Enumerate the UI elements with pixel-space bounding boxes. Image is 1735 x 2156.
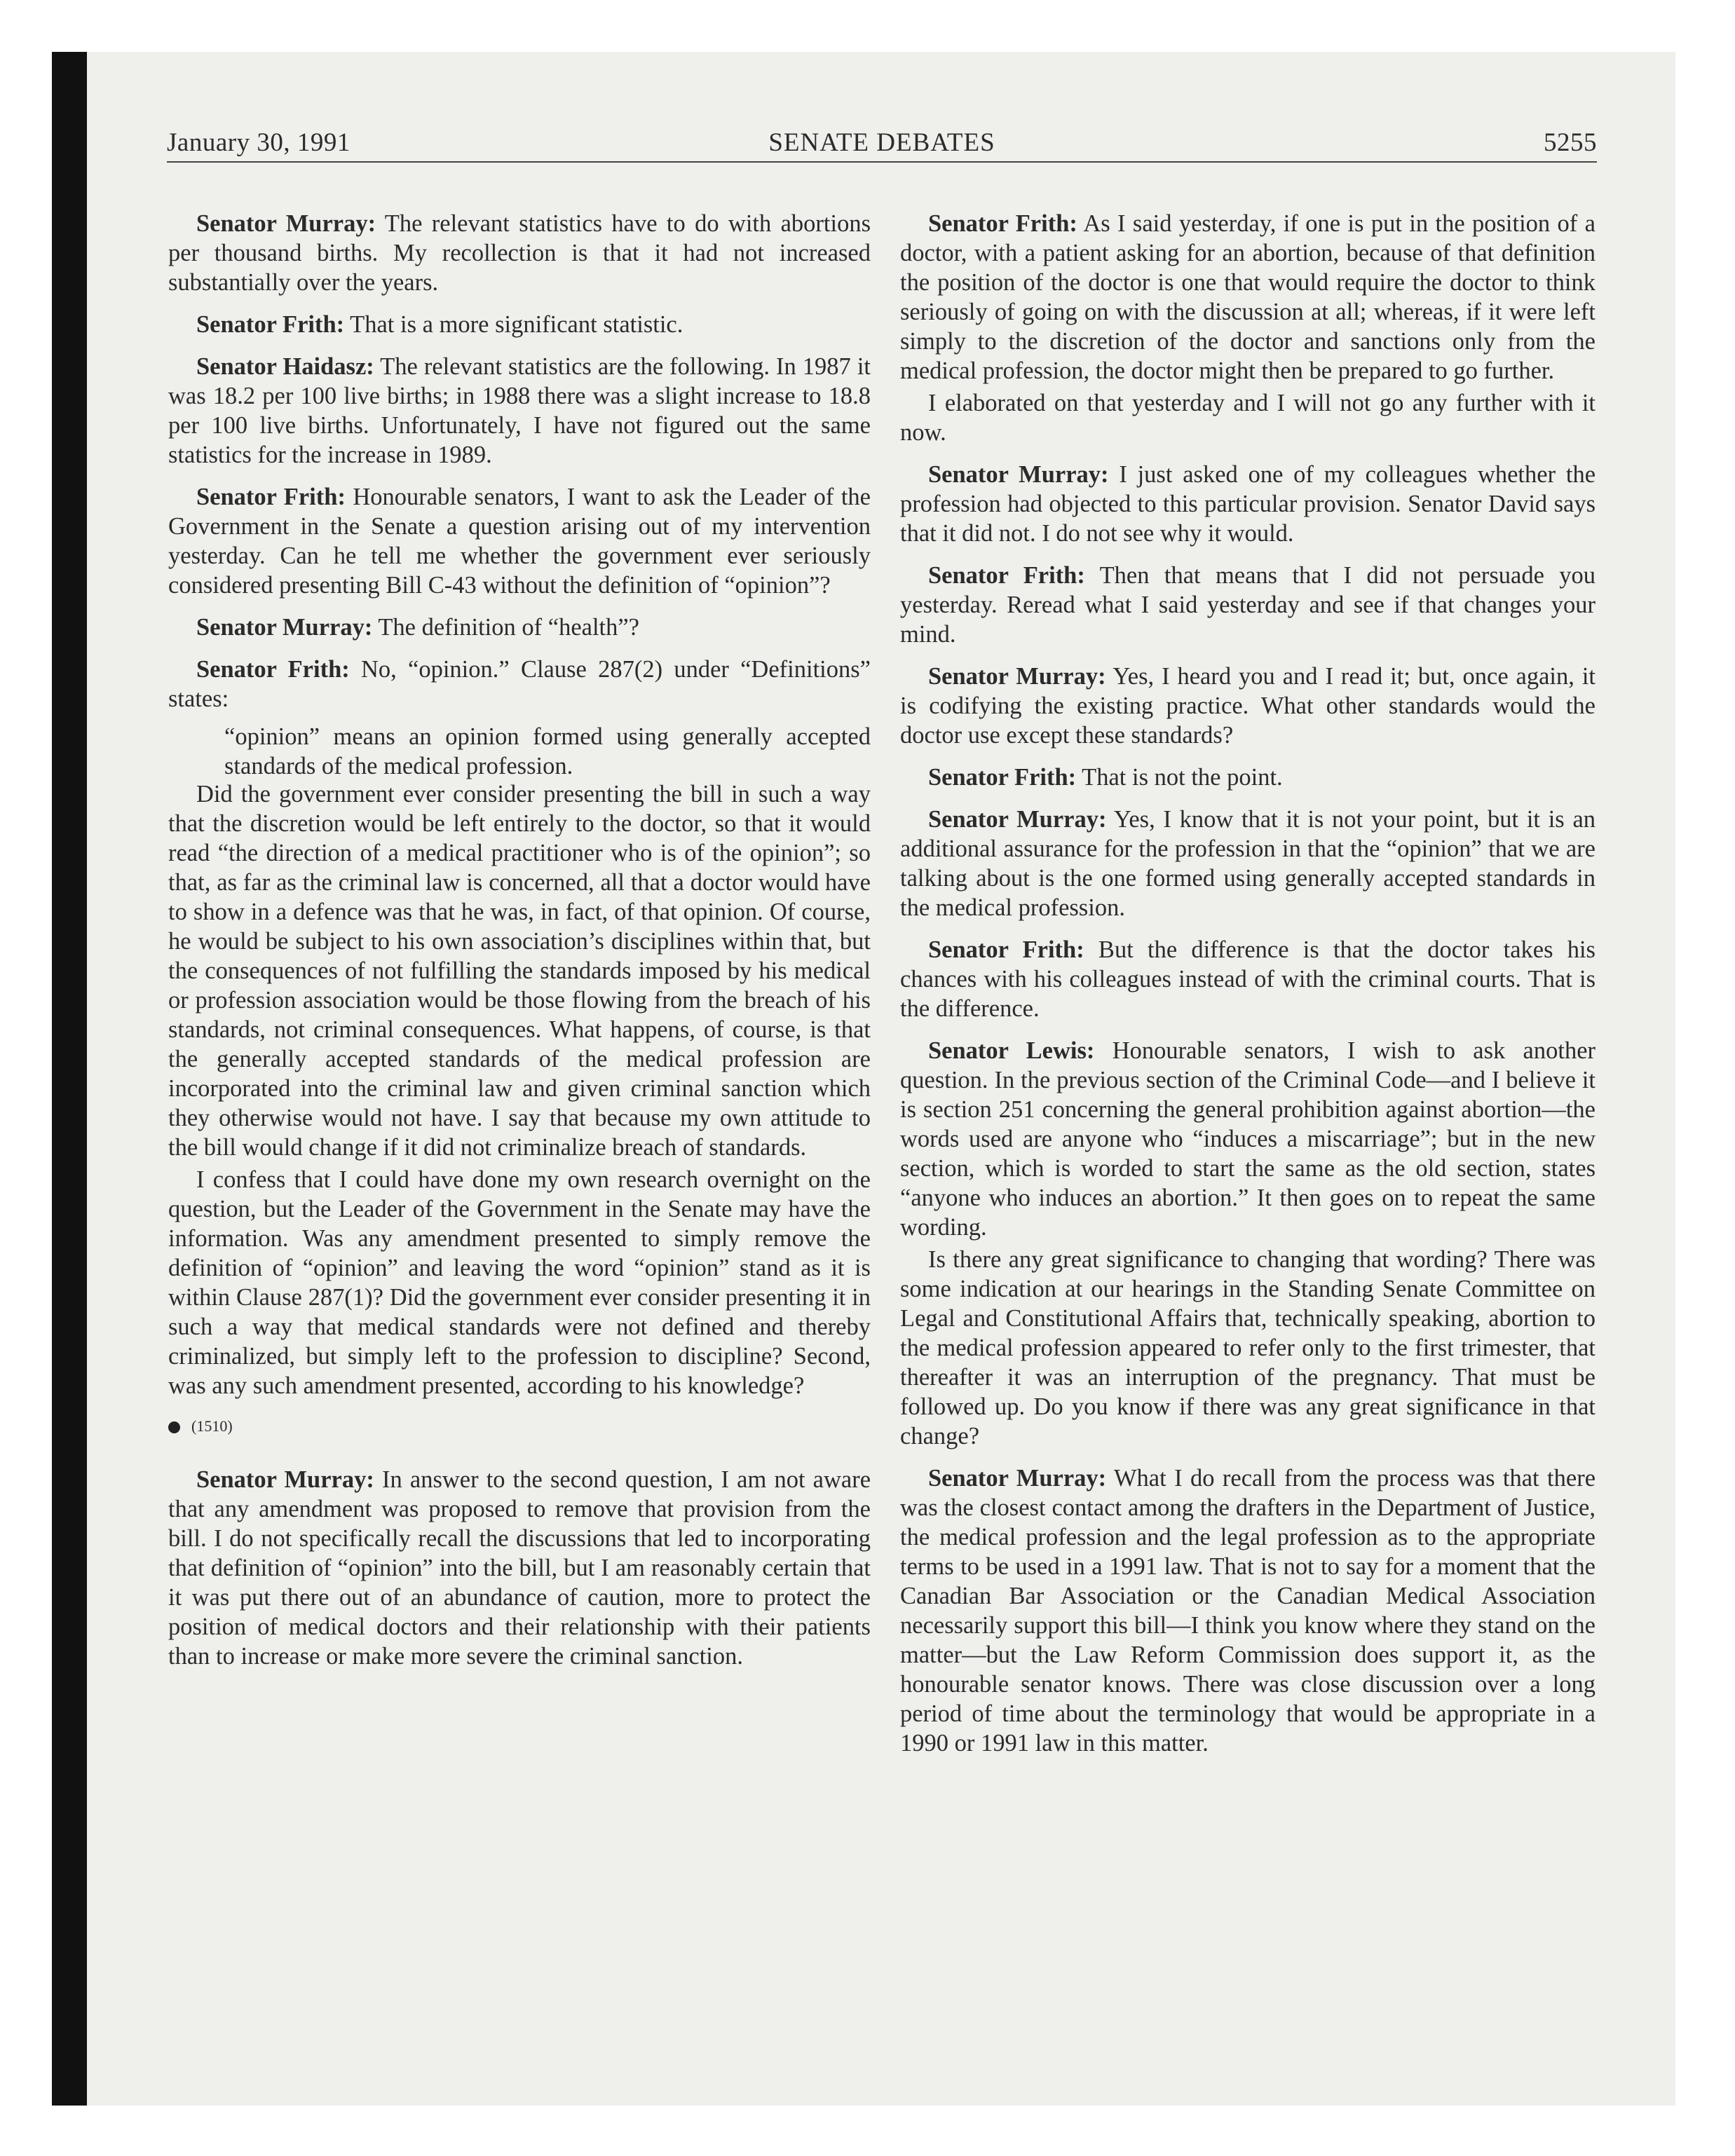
time-marker-text: (1510) [191,1417,233,1435]
bullet-icon [168,1421,180,1433]
speaker-name: Senator Frith: [928,764,1077,791]
left-column [168,209,871,1684]
speaker-name: Senator Haidasz: [196,353,374,380]
speaker-name: Senator Murray: [196,1466,374,1493]
right-column [900,209,1595,1770]
header-title: SENATE DEBATES [768,128,995,157]
page-number: 5255 [1544,128,1597,157]
paragraph [168,209,871,297]
speech-text: But the difference is that the doctor takes his chances with his colleagues instead of with the criminal courts. That is the difference. [900,936,1595,1022]
paragraph: Is there any great significance to changing that wording? There was some indication at our hearings in the Standing Senate Committee on Legal and Constitutional Affairs that, technically speaking, abortion to the medical profession appeared to refer only to the first trimester, that thereafter it was an interruption of the pregnancy. That must be followed up. Do you know if there was any great significance in that change? [900,1246,1595,1449]
speaker-name: Senator Frith: [928,210,1077,237]
paragraph: I confess that I could have done my own research overnight on the question, but the Leader of the Government in the Senate may have the information. Was any amendment presented to simply remove the definition of “opinion” and leaving the word “opinion” stand as it is within Clause 287(1)? Did the government ever consider presenting it in such a way that medical standards were not defined and thereby criminalized, but simply left to the profession to discipline? Second, was any such amendment presented, according to his knowledge? [168,1166,871,1399]
speaker-name: Senator Frith: [196,311,345,338]
paragraph [900,935,1595,1023]
paragraph [168,1465,871,1671]
paragraph [168,310,871,339]
paragraph [168,482,871,600]
paragraph [168,352,871,470]
speaker-name: Senator Murray: [196,614,373,641]
paragraph [900,805,1595,922]
paragraph [900,561,1595,649]
speech-text: The definition of “health”? [372,614,639,641]
paragraph [900,209,1595,386]
speech-text: Honourable senators, I want to ask the Leader of the Government in the Senate a question arising out of my intervention yesterday. Can he tell me whether the government ever seriously considered presenting Bill C-43 without the definition of “opinion”? [168,484,871,599]
speech-text: Then that means that I did not persuade you yesterday. Reread what I said yesterday and see if that changes your mind. [900,562,1595,648]
speaker-name: Senator Frith: [928,562,1085,589]
speech-text: As I said yesterday, if one is put in the position of a doctor, with a patient asking for an abortion, because of that definition the position of the doctor is one that would require the doctor to think seriously of going on with the discussion at all; whereas, if it were left simply to the discretion of the doctor and sanctions only from the medical profession, the doctor might then be prepared to go further. [900,210,1595,384]
paragraph [900,1036,1595,1242]
speaker-name: Senator Murray: [928,663,1106,690]
speech-text: What I do recall from the process was that there was the closest contact among the drafters in the Department of Justice, the medical profession and the legal profession as to the appropriate terms to be used in a 1991 law. That is not to say for a moment that the Canadian Bar Association or the Canadian Medical Association necessarily support this bill—I think you know where they stand on the matter—but the Law Reform Commission does support it, as the honourable senator knows. There was close discussion over a long period of time about the terminology that would be appropriate in a 1990 or 1991 law in this matter. [900,1465,1596,1756]
paragraph: Did the government ever consider presenting the bill in such a way that the discretion would be left entirely to the doctor, so that it would read “the direction of a medical practitioner who is of the opinion”; so that, as far as the criminal law is concerned, all that a doctor would have to show in a defence was that he was, in fact, of that opinion. Of course, he would be subject to his own association’s disciplines within that, but the consequences of not fulfilling the standards imposed by his medical or profession association would be those flowing from the breach of his standards, not criminal consequences. What happens, of course, is that the generally accepted standards of the medical profession are incorporated into the criminal law and given criminal sanction which they otherwise would not have. I say that because my own attitude to the bill would change if it did not criminalize breach of standards. [168,781,871,1161]
binding-edge [52,52,87,2106]
paragraph [900,1464,1595,1758]
speaker-name: Senator Murray: [928,806,1107,833]
speech-text: Yes, I know that it is not your point, but it is an additional assurance for the profession in that the “opinion” that we are talking about is the one formed using generally accepted standards in the medical profession. [900,806,1596,921]
speaker-name: Senator Murray: [928,461,1109,488]
speech-text: That is not the point. [1076,764,1283,791]
paragraph [168,655,871,714]
speech-text: The relevant statistics have to do with abortions per thousand births. My recollection is that it had not increased substantially over the years. [168,210,871,296]
paragraph [900,460,1595,548]
speech-text: Yes, I heard you and I read it; but, once again, it is codifying the existing practice. What other standards would the doctor use except these standards? [900,663,1595,749]
speaker-name: Senator Murray: [196,210,376,237]
speech-text: I just asked one of my colleagues whether the profession had objected to this particular provision. Senator David says that it did not. I do not see why it would. [900,461,1596,547]
speaker-name: Senator Frith: [928,936,1084,963]
paragraph [900,763,1595,792]
speech-text: In answer to the second question, I am not aware that any amendment was proposed to remove that provision from the bill. I do not specifically recall the discussions that led to incorporating that definition of “opinion” into the bill, but I am reasonably certain that it was put there out of an abundance of caution, more to protect the position of medical doctors and their relationship with their patients than to increase or make more severe the criminal sanction. [168,1466,871,1670]
speech-text: No, “opinion.” Clause 287(2) under “Definitions” states: [168,656,871,712]
time-marker [168,1416,871,1437]
speaker-name: Senator Lewis: [928,1037,1095,1064]
page-header [167,125,1597,163]
speaker-name: Senator Murray: [928,1465,1107,1492]
paragraph [168,613,871,642]
paragraph: I elaborated on that yesterday and I will not go any further with it now. [900,390,1595,446]
header-date: January 30, 1991 [167,128,351,157]
speech-text: The relevant statistics are the following. In 1987 it was 18.2 per 100 live births; in 1988 there was a slight increase to 18.8 per 100 live births. Unfortunately, I have not figured out the same statistics for the increase in 1989. [168,353,871,468]
speech-text: Honourable senators, I wish to ask another question. In the previous section of the Criminal Code—and I believe it is section 251 concerning the general prohibition against abortion—the words used are anyone who “induces a miscarriage”; but in the new section, which is worded to start the same as the old section, states “anyone who induces an abortion.” It then goes on to repeat the same wording. [900,1037,1595,1241]
block-quote: “opinion” means an opinion formed using generally accepted standards of the medical profession. [224,723,871,779]
speech-text: That is a more significant statistic. [344,311,683,338]
speaker-name: Senator Frith: [196,656,350,683]
paragraph [900,662,1595,750]
speaker-name: Senator Frith: [196,484,346,510]
